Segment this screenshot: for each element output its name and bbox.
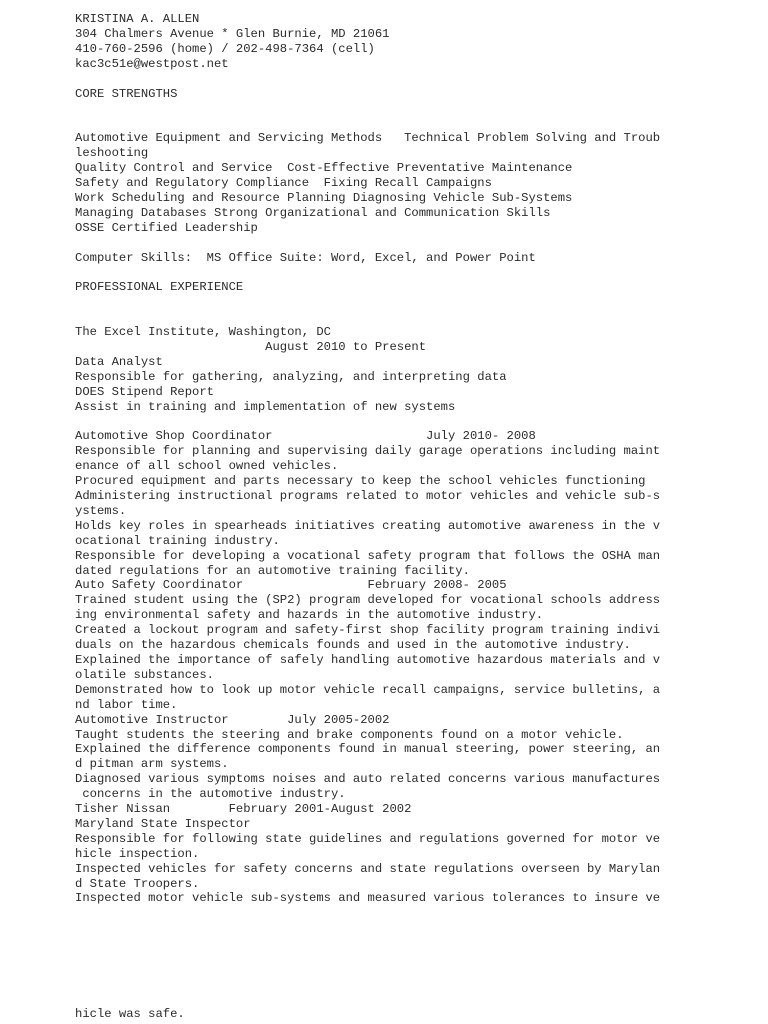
text-line: Trained student using the (SP2) program developed for vocational schools address [75, 593, 661, 608]
text-line: leshooting [75, 146, 149, 161]
text-line: Automotive Shop Coordinator July 2010- 2008 [75, 429, 536, 444]
text-line: Explained the importance of safely handling automotive hazardous materials and v [75, 652, 661, 667]
text-line: Responsible for developing a vocational safety program that follows the OSHA man [75, 548, 661, 563]
text-line: hicle inspection. [75, 846, 200, 861]
text-line: Demonstrated how to look up motor vehicle recall campaigns, service bulletins, a [75, 682, 661, 697]
text-line: Assist in training and implementation of new systems [75, 399, 456, 414]
text-line: Created a lockout program and safety-first shop facility program training indivi [75, 623, 661, 638]
text-line: Computer Skills: MS Office Suite: Word, Excel, and Power Point [75, 250, 536, 265]
text-line: Explained the difference components found in manual steering, power steering, an [75, 742, 661, 757]
text-line: ystems. [75, 503, 127, 518]
text-line: enance of all school owned vehicles. [75, 459, 339, 474]
text-line: 410-760-2596 (home) / 202-498-7364 (cell) [75, 41, 375, 56]
text-line: Responsible for planning and supervising daily garage operations including maint [75, 444, 661, 459]
text-line: Auto Safety Coordinator February 2008- 2005 [75, 578, 507, 593]
text-line: Taught students the steering and brake components found on a motor vehicle. [75, 727, 624, 742]
text-line: Tisher Nissan February 2001-August 2002 [75, 802, 412, 817]
text-line: August 2010 to Present [75, 339, 427, 354]
text-line: Automotive Equipment and Servicing Methods Technical Problem Solving and Troub [75, 131, 661, 146]
text-line: nd labor time. [75, 697, 178, 712]
text-line: OSSE Certified Leadership [75, 220, 258, 235]
text-line: concerns in the automotive industry. [75, 787, 346, 802]
text-line: Administering instructional programs related to motor vehicles and vehicle sub-s [75, 489, 661, 503]
text-line: kac3c51e@westpost.net [75, 56, 229, 71]
text-line: hicle was safe. [75, 1007, 185, 1021]
text-line: d pitman arm systems. [75, 757, 229, 772]
text-line: The Excel Institute, Washington, DC [75, 325, 331, 340]
text-line: Inspected motor vehicle sub-systems and measured various tolerances to insure ve [75, 891, 661, 906]
text-line: Responsible for following state guidelines and regulations governed for motor ve [75, 831, 661, 846]
text-line: CORE STRENGTHS [75, 86, 178, 101]
text-line: Diagnosed various symptoms noises and auto related concerns various manufactures [75, 772, 661, 787]
text-line: 304 Chalmers Avenue * Glen Burnie, MD 21061 [75, 26, 390, 41]
text-line: Procured equipment and parts necessary to keep the school vehicles functioning [75, 474, 646, 489]
text-line: Work Scheduling and Resource Planning Diagnosing Vehicle Sub-Systems [75, 190, 573, 205]
text-line: KRISTINA A. ALLEN [75, 12, 200, 26]
resume-body-text [75, 12, 660, 906]
text-line: ing environmental safety and hazards in the automotive industry. [75, 608, 544, 623]
text-line: dated regulations for an automotive training facility. [75, 563, 470, 578]
text-line: Maryland State Inspector [75, 816, 251, 831]
text-line: Managing Databases Strong Organizational and Communication Skills [75, 205, 551, 220]
text-line: PROFESSIONAL EXPERIENCE [75, 280, 244, 295]
resume-continuation-text [75, 1007, 185, 1022]
text-line: duals on the hazardous chemicals founds and used in the automotive industry. [75, 638, 631, 653]
text-line: Inspected vehicles for safety concerns and state regulations overseen by Marylan [75, 861, 661, 876]
text-line: Quality Control and Service Cost-Effective Preventative Maintenance [75, 161, 573, 176]
text-line: DOES Stipend Report [75, 384, 214, 399]
text-line: d State Troopers. [75, 876, 200, 891]
text-line: Automotive Instructor July 2005-2002 [75, 712, 390, 727]
text-line: olatile substances. [75, 667, 214, 682]
text-line: Holds key roles in spearheads initiatives creating automotive awareness in the v [75, 518, 661, 533]
text-line: ocational training industry. [75, 533, 280, 548]
text-line: Safety and Regulatory Compliance Fixing Recall Campaigns [75, 175, 492, 190]
text-line: Responsible for gathering, analyzing, and interpreting data [75, 369, 507, 384]
text-line: Data Analyst [75, 354, 163, 369]
